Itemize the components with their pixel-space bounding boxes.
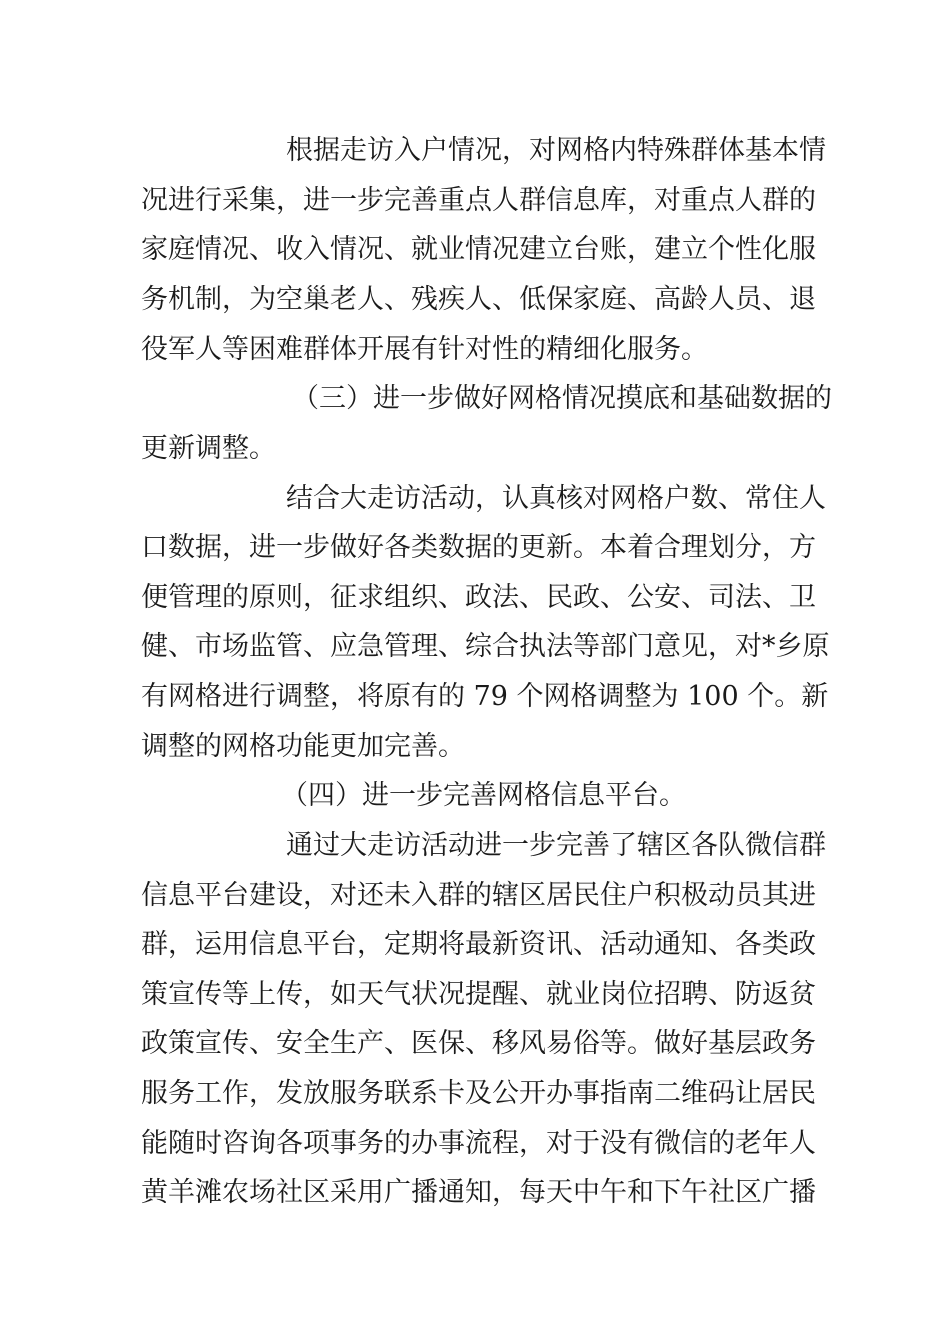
paragraph-line: 调整的网格功能更加完善。 xyxy=(141,731,465,762)
paragraph-line: 结合大走访活动，认真核对网格户数、常住人 xyxy=(286,483,826,514)
paragraph-line: 口数据，进一步做好各类数据的更新。本着合理划分，方 xyxy=(141,532,816,563)
paragraph-line: 策宣传等上传，如天气状况提醒、就业岗位招聘、防返贫 xyxy=(141,979,816,1010)
paragraph-line: 健、市场监管、应急管理、综合执法等部门意见，对*乡原 xyxy=(141,631,830,662)
section-heading-line: （三）进一步做好网格情况摸底和基础数据的 xyxy=(292,383,832,414)
paragraph-line: 家庭情况、收入情况、就业情况建立台账，建立个性化服 xyxy=(141,234,816,265)
paragraph-line: 务机制，为空巢老人、残疾人、低保家庭、高龄人员、退 xyxy=(141,284,816,315)
paragraph-line: 役军人等困难群体开展有针对性的精细化服务。 xyxy=(141,334,708,365)
paragraph-line: 通过大走访活动进一步完善了辖区各队微信群 xyxy=(286,830,826,861)
paragraph-line: 群，运用信息平台，定期将最新资讯、活动通知、各类政 xyxy=(141,929,816,960)
paragraph-line: 便管理的原则，征求组织、政法、民政、公安、司法、卫 xyxy=(141,582,816,613)
section-heading-line: （四）进一步完善网格信息平台。 xyxy=(281,780,686,811)
paragraph-line: 根据走访入户情况，对网格内特殊群体基本情 xyxy=(286,135,826,166)
paragraph-line: 政策宣传、安全生产、医保、移风易俗等。做好基层政务 xyxy=(141,1028,816,1059)
paragraph-line: 服务工作，发放服务联系卡及公开办事指南二维码让居民 xyxy=(141,1078,816,1109)
paragraph-line: 有网格进行调整，将原有的 79 个网格调整为 100 个。新 xyxy=(141,681,829,712)
paragraph-line: 黄羊滩农场社区采用广播通知，每天中午和下午社区广播 xyxy=(141,1177,816,1208)
section-heading-line: 更新调整。 xyxy=(141,433,276,464)
paragraph-line: 信息平台建设，对还未入群的辖区居民住户积极动员其进 xyxy=(141,880,816,911)
paragraph-line: 况进行采集，进一步完善重点人群信息库，对重点人群的 xyxy=(141,185,816,216)
paragraph-line: 能随时咨询各项事务的办事流程，对于没有微信的老年人 xyxy=(141,1128,816,1159)
